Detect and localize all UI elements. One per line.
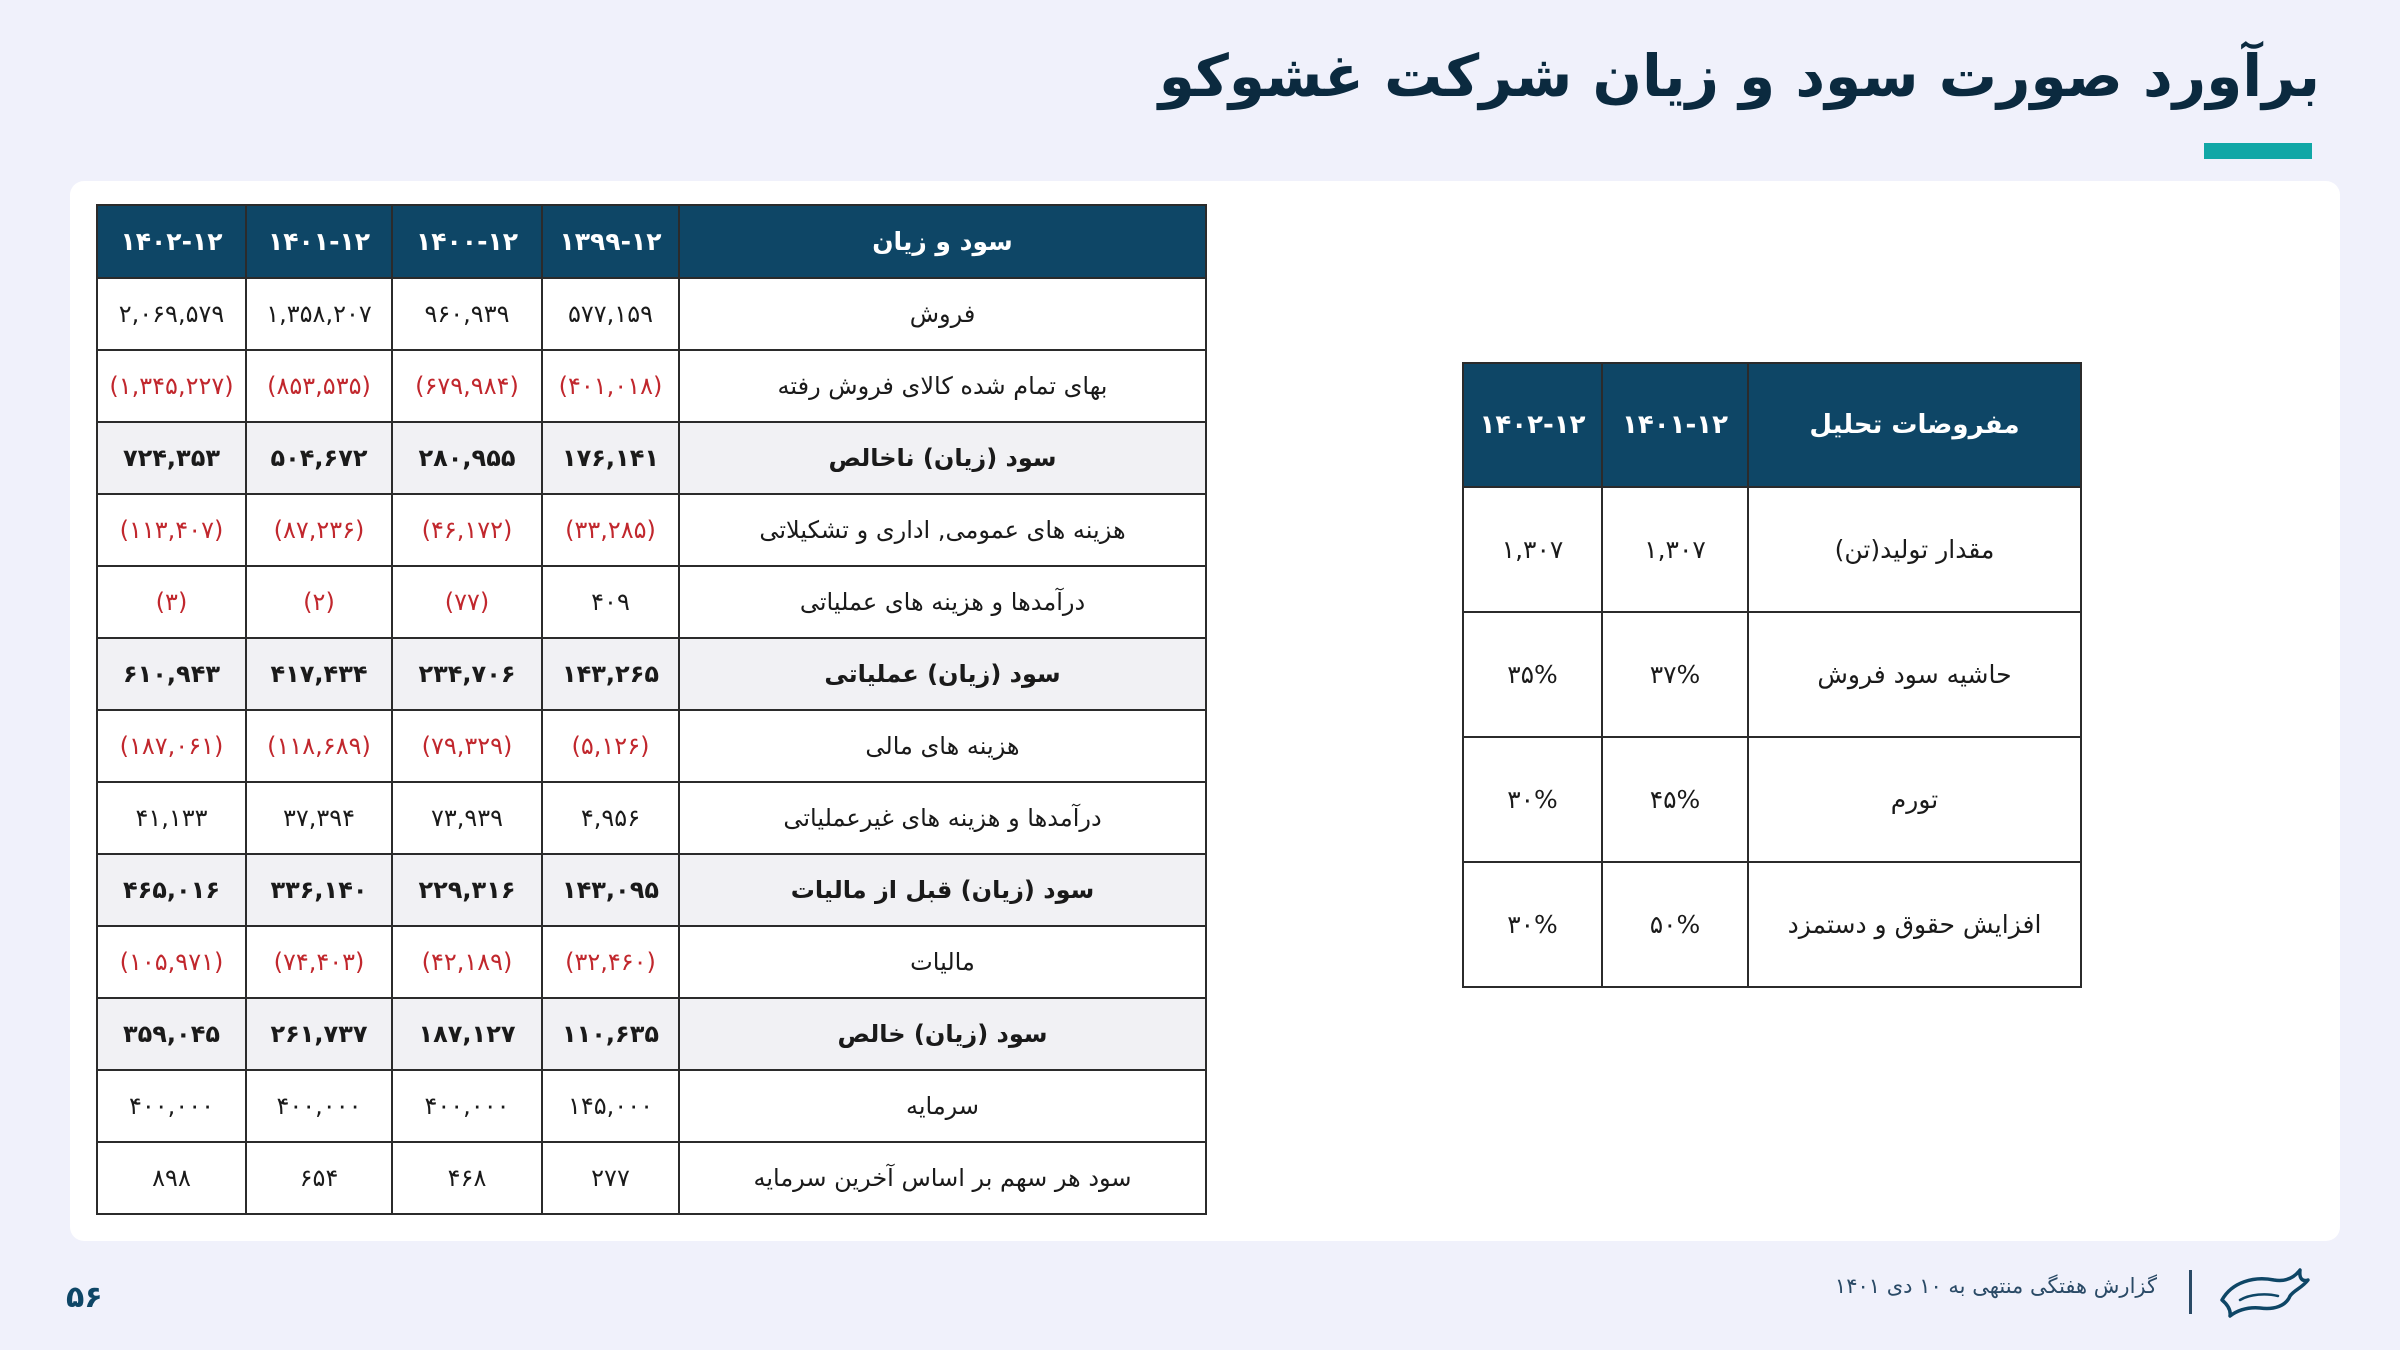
value-cell: ۶۱۰,۹۴۳ (97, 638, 246, 710)
row-label: درآمدها و هزینه های عملیاتی (679, 566, 1206, 638)
row-label: تورم (1748, 737, 2081, 862)
title-accent-bar (2204, 143, 2312, 159)
table-row (97, 854, 1206, 926)
value-cell: ۲۸۰,۹۵۵ (392, 422, 542, 494)
value-cell: ۳۳۶,۱۴۰ (246, 854, 392, 926)
value-cell: (۴۲,۱۸۹) (392, 926, 542, 998)
value-cell: ۲۳۴,۷۰۶ (392, 638, 542, 710)
value-cell: ۳۰% (1463, 862, 1602, 987)
table-header-row (97, 205, 1206, 278)
value-cell: (۷۴,۴۰۳) (246, 926, 392, 998)
value-cell: (۸۷,۲۳۶) (246, 494, 392, 566)
value-cell: (۱۰۵,۹۷۱) (97, 926, 246, 998)
table-row (97, 998, 1206, 1070)
value-cell: (۱,۳۴۵,۲۲۷) (97, 350, 246, 422)
row-label: هزینه های عمومی, اداری و تشکیلاتی (679, 494, 1206, 566)
value-cell: (۱۸۷,۰۶۱) (97, 710, 246, 782)
table-header-row (1463, 363, 2081, 487)
row-label: سود (زیان) قبل از مالیات (679, 854, 1206, 926)
value-cell: (۳۳,۲۸۵) (542, 494, 679, 566)
header-cell: مفروضات تحلیل (1748, 363, 2081, 487)
value-cell: ۷۳,۹۳۹ (392, 782, 542, 854)
value-cell: ۹۶۰,۹۳۹ (392, 278, 542, 350)
value-cell: ۴۶۸ (392, 1142, 542, 1214)
table-row (1463, 862, 2081, 987)
value-cell: ۱۴۳,۰۹۵ (542, 854, 679, 926)
value-cell: ۱,۳۰۷ (1602, 487, 1748, 612)
value-cell: (۱۱۸,۶۸۹) (246, 710, 392, 782)
value-cell: ۴,۹۵۶ (542, 782, 679, 854)
value-cell: (۳) (97, 566, 246, 638)
value-cell: (۶۷۹,۹۸۴) (392, 350, 542, 422)
value-cell: ۴۱,۱۳۳ (97, 782, 246, 854)
table-row (1463, 612, 2081, 737)
row-label: سود (زیان) ناخالص (679, 422, 1206, 494)
row-label: مقدار تولید(تن) (1748, 487, 2081, 612)
value-cell: ۴۶۵,۰۱۶ (97, 854, 246, 926)
value-cell: ۱۴۳,۲۶۵ (542, 638, 679, 710)
row-label: افزایش حقوق و دستمزد (1748, 862, 2081, 987)
header-cell: ۱۴۰۲-۱۲ (97, 205, 246, 278)
value-cell: ۱,۳۰۷ (1463, 487, 1602, 612)
table-row (97, 422, 1206, 494)
row-label: درآمدها و هزینه های غیرعملیاتی (679, 782, 1206, 854)
value-cell: ۷۲۴,۳۵۳ (97, 422, 246, 494)
row-label: فروش (679, 278, 1206, 350)
value-cell: (۴۶,۱۷۲) (392, 494, 542, 566)
table-row (97, 926, 1206, 998)
value-cell: ۸۹۸ (97, 1142, 246, 1214)
value-cell: ۳۷,۳۹۴ (246, 782, 392, 854)
header-cell: ۱۴۰۱-۱۲ (246, 205, 392, 278)
table-row (97, 1142, 1206, 1214)
header-cell: ۱۴۰۰-۱۲ (392, 205, 542, 278)
value-cell: ۳۵۹,۰۴۵ (97, 998, 246, 1070)
row-label: بهای تمام شده کالای فروش رفته (679, 350, 1206, 422)
value-cell: (۵,۱۲۶) (542, 710, 679, 782)
row-label: سود هر سهم بر اساس آخرین سرمایه (679, 1142, 1206, 1214)
value-cell: ۶۵۴ (246, 1142, 392, 1214)
row-label: سود (زیان) خالص (679, 998, 1206, 1070)
value-cell: (۳۲,۴۶۰) (542, 926, 679, 998)
value-cell: (۷۷) (392, 566, 542, 638)
value-cell: (۱۱۳,۴۰۷) (97, 494, 246, 566)
row-label: سرمایه (679, 1070, 1206, 1142)
table-row (1463, 737, 2081, 862)
value-cell: ۵۷۷,۱۵۹ (542, 278, 679, 350)
income-statement-table (96, 204, 1207, 1215)
value-cell: ۵۰۴,۶۷۲ (246, 422, 392, 494)
value-cell: ۴۰۰,۰۰۰ (97, 1070, 246, 1142)
value-cell: ۲۷۷ (542, 1142, 679, 1214)
table-row (97, 638, 1206, 710)
table-row (1463, 487, 2081, 612)
table-row (97, 494, 1206, 566)
value-cell: ۱۴۵,۰۰۰ (542, 1070, 679, 1142)
page-title: برآورد صورت سود و زیان شرکت غشوکو (1158, 42, 2320, 110)
value-cell: ۳۵% (1463, 612, 1602, 737)
table-row (97, 278, 1206, 350)
assumptions-table (1462, 362, 2082, 988)
table-row (97, 350, 1206, 422)
value-cell: ۱۸۷,۱۲۷ (392, 998, 542, 1070)
row-label: حاشیه سود فروش (1748, 612, 2081, 737)
header-cell: ۱۳۹۹-۱۲ (542, 205, 679, 278)
footer-divider (2189, 1270, 2192, 1314)
header-cell: ۱۴۰۱-۱۲ (1602, 363, 1748, 487)
page-number: ۵۶ (66, 1280, 103, 1315)
value-cell: ۱۱۰,۶۳۵ (542, 998, 679, 1070)
value-cell: ۳۰% (1463, 737, 1602, 862)
value-cell: ۴۱۷,۴۳۴ (246, 638, 392, 710)
table-row (97, 710, 1206, 782)
value-cell: ۴۰۰,۰۰۰ (392, 1070, 542, 1142)
row-label: هزینه های مالی (679, 710, 1206, 782)
table-row (97, 566, 1206, 638)
value-cell: ۴۰۹ (542, 566, 679, 638)
value-cell: ۴۰۰,۰۰۰ (246, 1070, 392, 1142)
value-cell: ۴۵% (1602, 737, 1748, 862)
value-cell: ۲۲۹,۳۱۶ (392, 854, 542, 926)
footer-text: گزارش هفتگی منتهی به ۱۰ دی ۱۴۰۱ (1834, 1274, 2157, 1298)
value-cell: ۲۶۱,۷۳۷ (246, 998, 392, 1070)
value-cell: ۲,۰۶۹,۵۷۹ (97, 278, 246, 350)
value-cell: ۱۷۶,۱۴۱ (542, 422, 679, 494)
row-label: مالیات (679, 926, 1206, 998)
row-label: سود (زیان) عملیاتی (679, 638, 1206, 710)
table-row (97, 1070, 1206, 1142)
header-cell: سود و زیان (679, 205, 1206, 278)
bull-logo-icon (2216, 1266, 2312, 1318)
value-cell: (۴۰۱,۰۱۸) (542, 350, 679, 422)
value-cell: ۱,۳۵۸,۲۰۷ (246, 278, 392, 350)
header-cell: ۱۴۰۲-۱۲ (1463, 363, 1602, 487)
value-cell: (۷۹,۳۲۹) (392, 710, 542, 782)
table-row (97, 782, 1206, 854)
value-cell: ۵۰% (1602, 862, 1748, 987)
value-cell: (۲) (246, 566, 392, 638)
value-cell: (۸۵۳,۵۳۵) (246, 350, 392, 422)
value-cell: ۳۷% (1602, 612, 1748, 737)
